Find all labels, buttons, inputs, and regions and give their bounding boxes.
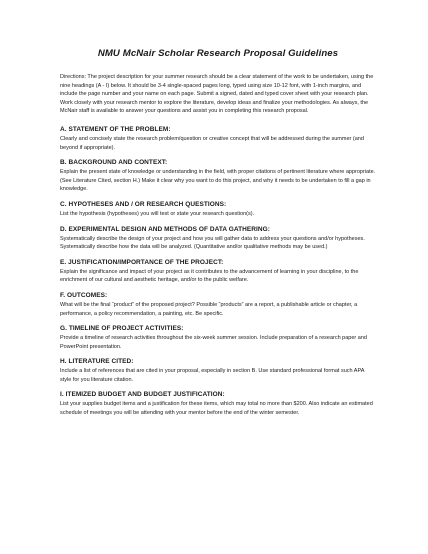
section-body: Provide a timeline of research activities throughout the six-week summer session. Include preparation of a research paper and PowerPoint presentation.: [60, 335, 367, 350]
section-heading: H. LITERATURE CITED:: [60, 358, 134, 366]
section-body: Include a list of references that are cited in your proposal, especially in section B. Use standard professional format such APA style for you literature citation.: [60, 368, 365, 383]
section-heading: D. EXPERIMENTAL DESIGN AND METHODS OF DATA GATHERING:: [60, 225, 270, 233]
section-heading: A. STATEMENT OF THE PROBLEM:: [60, 125, 171, 133]
section-body: List your supplies budget items and a justification for these items, which may total no more than $200. Also indicate an estimated schedule of meetings you will be attending with your mentor before the end of the winter semester.: [60, 401, 373, 417]
section-body: List the hypothesis (hypotheses) you will test or state your research question(s).: [60, 210, 255, 217]
section-body: Clearly and concisely state the research problem/question or creative concept that will be addressed during the summer (and beyond if appropriate).: [60, 135, 364, 151]
section-body: Explain the significance and impact of your project as it contributes to the advancement of learning in your discipline, to the enrichment of our cultural and aesthetic heritage, and/or to the public welfare.: [60, 268, 359, 284]
section-body: Explain the present state of knowledge or understanding in the field, with proper citations of pertinent literature where appropriate. (See Literature Cited, section H.) Make it clear why you want to do this project, and why it needs to be undertaken to fill a gap in knowledge.: [60, 169, 376, 193]
section-i: [60, 391, 376, 417]
section-g: [60, 325, 376, 351]
section-heading: I. ITEMIZED BUDGET AND BUDGET JUSTIFICATION:: [60, 391, 225, 399]
section-body: Systematically describe the design of your project and how you will gather data to address your questions and/or hypotheses. Systematically describe how the data will be analyzed. (Quantitative and/or qualitative methods may be used.): [60, 235, 365, 251]
directions-paragraph: Directions: The project description for your summer research should be a clear statement of the work to be undertaken, using the nine headings (A - I) below. It should be 3-4 single-spaced pages long, typed using size 10-12 font, with 1-inch margins, and include the page number and your name on each page. Submit a signed, dated and typed cover sheet with your research plan. Work closely with your research mentor to explore the literature, develop ideas and finalize your methodologies. As always, the McNair staff is available to answer your questions and assist you in completing this research proposal.: [60, 74, 374, 115]
document-page: [60, 48, 376, 425]
document-title: NMU McNair Scholar Research Proposal Guidelines: [97, 48, 339, 59]
section-f: [60, 292, 376, 318]
section-body: What will be the final “product” of the proposed project? Possible “products” are a report, a publishable article or chapter, a performance, a policy recommendation, a painting, etc. Be specific.: [60, 301, 358, 317]
section-a: [60, 126, 376, 152]
section-e: [60, 259, 376, 285]
section-heading: B. BACKGROUND AND CONTEXT:: [60, 159, 168, 167]
section-b: [60, 159, 376, 194]
section-heading: C. HYPOTHESES AND / OR RESEARCH QUESTIONS:: [60, 200, 227, 208]
section-h: [60, 358, 376, 384]
section-heading: E. JUSTIFICATION/IMPORTANCE OF THE PROJECT:: [60, 258, 224, 266]
section-d: [60, 226, 376, 252]
section-c: [60, 201, 376, 219]
section-heading: G. TIMELINE OF PROJECT ACTIVITIES:: [60, 325, 184, 333]
section-heading: F. OUTCOMES:: [60, 291, 108, 299]
